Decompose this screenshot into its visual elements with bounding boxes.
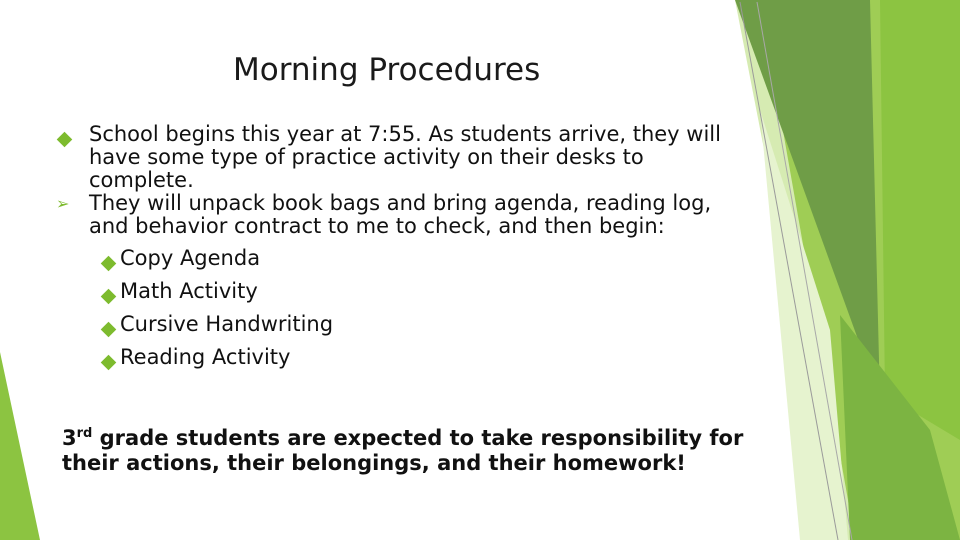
sub-bullet-item [56,247,746,270]
bullet-text: They will unpack book bags and bring agenda, reading log, and behavior contract to me to check, and then begin: [89,191,712,238]
bullet-text: School begins this year at 7:55. As students arrive, they will have some type of practice activity on their desks to complete. [89,122,721,192]
slide-title: Morning Procedures [233,52,541,88]
diamond-bullet-icon [100,317,116,333]
closing-text: grade students are expected to take responsibility for their actions, their belongings, and their homework! [62,426,744,475]
bullet-item [56,123,746,192]
arrow-bullet-icon: ➢ [56,194,70,213]
diamond-bullet-icon [56,127,72,143]
sub-bullet-text: Reading Activity [120,345,291,369]
sub-bullet-text: Copy Agenda [120,246,261,270]
diamond-bullet-icon [100,350,116,366]
diamond-bullet-icon [100,251,116,267]
sub-bullet-item [56,313,746,336]
grade-suffix: rd [76,426,93,441]
bullet-item [56,192,746,238]
right-shape-bright-green [880,0,960,440]
diamond-bullet-icon [100,284,116,300]
sub-bullet-item [56,280,746,303]
left-shape-green [0,352,40,540]
sub-bullet-item [56,346,746,369]
sub-bullet-text: Math Activity [120,279,258,303]
bullet-list [56,123,746,369]
closing-statement [62,426,762,476]
grade-number: 3 [62,426,77,450]
sub-bullet-text: Cursive Handwriting [120,312,334,336]
